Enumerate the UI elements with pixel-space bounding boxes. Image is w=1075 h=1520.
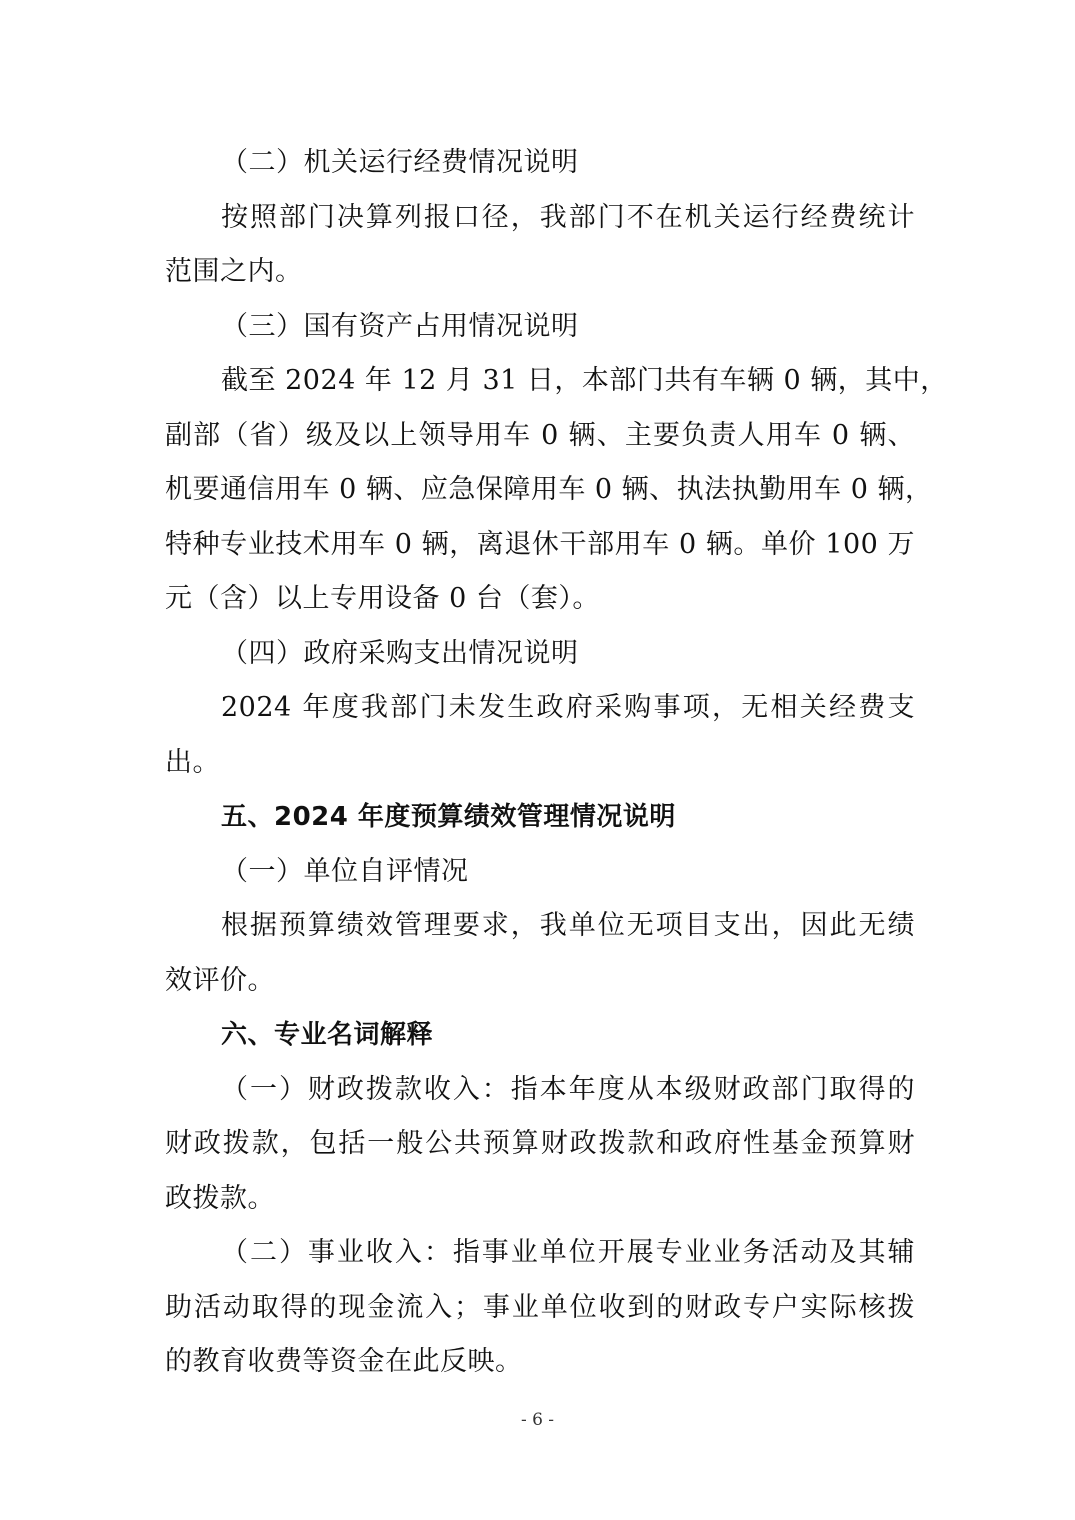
paragraph-line: 效评价。: [165, 964, 275, 996]
paragraph-line: （一）财政拨款收入：指本年度从本级财政部门取得的: [221, 1073, 915, 1105]
subsection-heading: （四）政府采购支出情况说明: [221, 637, 579, 669]
paragraph-line: 机要通信用车 0 辆、应急保障用车 0 辆、执法执勤用车 0 辆，: [165, 474, 933, 505]
subsection-heading: （三）国有资产占用情况说明: [221, 310, 579, 342]
paragraph-line: 范围之内。: [165, 256, 303, 287]
paragraph-line: 元（含）以上专用设备 0 台（套）。: [165, 583, 600, 614]
paragraph-line: 财政拨款，包括一般公共预算财政拨款和政府性基金预算财: [165, 1128, 915, 1159]
paragraph-line: 出。: [165, 746, 220, 778]
paragraph-line: 截至 2024 年 12 月 31 日，本部门共有车辆 0 辆，其中，: [221, 365, 948, 396]
section-heading: 五、2024 年度预算绩效管理情况说明: [221, 802, 676, 832]
paragraph-line: 根据预算绩效管理要求，我单位无项目支出，因此无绩: [221, 910, 915, 941]
subsection-heading: （二）机关运行经费情况说明: [221, 147, 579, 178]
paragraph-line: 的教育收费等资金在此反映。: [165, 1346, 523, 1377]
paragraph-line: （二）事业收入：指事业单位开展专业业务活动及其辅: [221, 1237, 915, 1268]
page-number: - 6 -: [520, 1410, 555, 1430]
paragraph-line: 特种专业技术用车 0 辆，离退休干部用车 0 辆。单价 100 万: [165, 528, 915, 560]
paragraph-line: 副部（省）级及以上领导用车 0 辆、主要负责人用车 0 辆、: [165, 419, 915, 451]
section-heading: 六、专业名词解释: [221, 1020, 434, 1050]
paragraph-line: 助活动取得的现金流入；事业单位收到的财政专户实际核拨: [165, 1291, 915, 1323]
paragraph-line: 政拨款。: [165, 1182, 275, 1214]
subsection-heading: （一）单位自评情况: [221, 855, 469, 887]
document-body: [165, 136, 948, 1390]
paragraph-line: 按照部门决算列报口径，我部门不在机关运行经费统计: [221, 201, 915, 233]
paragraph-line: 2024 年度我部门未发生政府采购事项，无相关经费支: [221, 692, 915, 723]
